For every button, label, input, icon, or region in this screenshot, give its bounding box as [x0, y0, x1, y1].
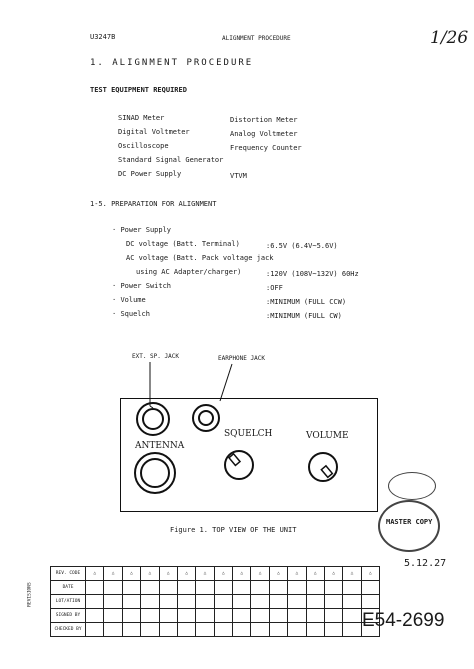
- earphone-jack-inner: [198, 410, 214, 426]
- table-cell: [196, 623, 214, 637]
- table-row: [51, 581, 380, 595]
- table-cell: [269, 595, 287, 609]
- table-cell: [214, 595, 232, 609]
- doc-title: ALIGNMENT PROCEDURE: [222, 35, 291, 42]
- table-cell: [233, 595, 251, 609]
- volume-text: Volume: [120, 296, 146, 304]
- table-cell: [269, 609, 287, 623]
- table-cell: △: [104, 567, 122, 581]
- table-cell: [251, 609, 269, 623]
- equipment-item: DC Power Supply: [118, 170, 182, 178]
- dc-voltage-value: :6.5V (6.4V~5.6V): [266, 242, 338, 250]
- table-row: [51, 623, 380, 637]
- ac-voltage-value: :120V (108V~132V) 60Hz: [266, 270, 359, 278]
- volume-knob-pointer: [308, 452, 338, 482]
- table-cell: △: [86, 567, 104, 581]
- equipment-item: SINAD Meter: [118, 114, 165, 122]
- table-cell: [214, 609, 232, 623]
- table-cell: [141, 581, 159, 595]
- table-cell: [269, 623, 287, 637]
- table-cell: [343, 595, 361, 609]
- table-cell: [86, 581, 104, 595]
- table-cell: [251, 581, 269, 595]
- equipment-item: Oscilloscope: [118, 142, 169, 150]
- table-cell: [122, 609, 140, 623]
- table-cell: [343, 623, 361, 637]
- squelch-text: Squelch: [120, 310, 150, 318]
- document-number: E54-2699: [362, 610, 445, 631]
- revisions-text: REVISIONS: [27, 582, 33, 607]
- table-cell: [159, 581, 177, 595]
- table-cell: [196, 581, 214, 595]
- table-cell: [306, 581, 324, 595]
- date-stamp: 5.12.27: [404, 558, 447, 569]
- table-cell: [104, 595, 122, 609]
- equipment-item: Standard Signal Generator: [118, 156, 224, 164]
- table-cell: [288, 581, 306, 595]
- power-switch-text: Power Switch: [120, 282, 172, 290]
- doc-code: U3247B: [90, 33, 116, 41]
- table-cell: △: [233, 567, 251, 581]
- table-cell: △: [214, 567, 232, 581]
- table-cell: [324, 581, 342, 595]
- table-cell: [141, 609, 159, 623]
- table-cell: [141, 595, 159, 609]
- table-cell: [196, 595, 214, 609]
- preparation-heading: 1-5. PREPARATION FOR ALIGNMENT: [90, 200, 217, 208]
- table-cell: [233, 609, 251, 623]
- table-cell: △: [343, 567, 361, 581]
- table-cell: △: [288, 567, 306, 581]
- squelch-knob-label: SQUELCH: [224, 429, 273, 439]
- table-cell: [214, 623, 232, 637]
- table-cell: △: [251, 567, 269, 581]
- equipment-item: Frequency Counter: [230, 144, 302, 152]
- power-supply-label: · Power Supply: [112, 226, 172, 234]
- table-cell: [233, 581, 251, 595]
- table-cell: [251, 595, 269, 609]
- table-cell: [306, 623, 324, 637]
- revision-row-label: REV. CODE: [51, 567, 86, 581]
- table-cell: [196, 609, 214, 623]
- revision-row-label: CHECKED BY: [51, 623, 86, 637]
- equipment-item: VTVM: [230, 172, 247, 180]
- table-cell: [361, 595, 379, 609]
- table-cell: [288, 623, 306, 637]
- table-cell: [141, 623, 159, 637]
- table-cell: [233, 623, 251, 637]
- power-supply-text: Power Supply: [120, 226, 172, 234]
- table-cell: [86, 595, 104, 609]
- table-cell: [122, 581, 140, 595]
- table-row: [51, 595, 380, 609]
- revision-row-label: SIGNED BY: [51, 609, 86, 623]
- equipment-item: Digital Voltmeter: [118, 128, 190, 136]
- table-cell: [343, 581, 361, 595]
- equipment-item: Distortion Meter: [230, 116, 298, 124]
- revisions-side-label: [27, 566, 50, 624]
- table-cell: [122, 623, 140, 637]
- table-cell: [214, 581, 232, 595]
- table-cell: △: [324, 567, 342, 581]
- table-cell: [177, 581, 195, 595]
- table-cell: [122, 595, 140, 609]
- revision-table: [50, 566, 380, 637]
- revision-row-label: DATE: [51, 581, 86, 595]
- table-cell: [288, 609, 306, 623]
- squelch-value: :MINIMUM (FULL CW): [266, 312, 342, 320]
- table-cell: △: [306, 567, 324, 581]
- section-title: 1. ALIGNMENT PROCEDURE: [90, 58, 254, 68]
- table-cell: [324, 609, 342, 623]
- table-cell: △: [361, 567, 379, 581]
- earphone-jack-label: EARPHONE JACK: [218, 355, 265, 362]
- table-cell: [324, 623, 342, 637]
- squelch-knob-pointer: [224, 450, 254, 480]
- ext-sp-jack-label: EXT. SP. JACK: [132, 353, 179, 360]
- table-cell: [288, 595, 306, 609]
- table-row: [51, 567, 380, 581]
- master-copy-stamp: [378, 500, 440, 552]
- table-cell: [86, 609, 104, 623]
- power-switch-value: :OFF: [266, 284, 283, 292]
- ext-sp-jack-inner: [142, 408, 164, 430]
- table-cell: [104, 581, 122, 595]
- ac-voltage-label: AC voltage (Batt. Pack voltage jack: [126, 254, 274, 262]
- table-cell: [343, 609, 361, 623]
- ac-voltage-label-2: using AC Adapter/charger): [136, 268, 242, 276]
- master-copy-text: MASTER COPY: [386, 518, 433, 526]
- table-cell: [269, 581, 287, 595]
- table-cell: [104, 609, 122, 623]
- volume-label: · Volume: [112, 296, 146, 304]
- table-cell: △: [269, 567, 287, 581]
- antenna-connector-inner: [140, 458, 170, 488]
- volume-value: :MINIMUM (FULL CCW): [266, 298, 347, 306]
- table-cell: [306, 595, 324, 609]
- revision-row-label: LOT/ATION: [51, 595, 86, 609]
- squelch-label: · Squelch: [112, 310, 150, 318]
- volume-knob-label: VOLUME: [306, 431, 349, 441]
- table-cell: [159, 609, 177, 623]
- table-cell: [86, 623, 104, 637]
- table-cell: [104, 623, 122, 637]
- equipment-item: Analog Voltmeter: [230, 130, 298, 138]
- table-cell: [324, 595, 342, 609]
- table-cell: △: [159, 567, 177, 581]
- approval-stamp: [388, 472, 436, 500]
- power-switch-label: · Power Switch: [112, 282, 172, 290]
- table-cell: [306, 609, 324, 623]
- figure-caption: Figure 1. TOP VIEW OF THE UNIT: [170, 526, 297, 534]
- dc-voltage-label: DC voltage (Batt. Terminal): [126, 240, 240, 248]
- table-row: [51, 609, 380, 623]
- table-cell: △: [122, 567, 140, 581]
- table-cell: [251, 623, 269, 637]
- table-cell: △: [141, 567, 159, 581]
- table-cell: [177, 609, 195, 623]
- antenna-label: ANTENNA: [135, 441, 185, 451]
- table-cell: [361, 581, 379, 595]
- page-number: 1/26: [430, 28, 469, 48]
- test-equipment-heading: TEST EQUIPMENT REQUIRED: [90, 86, 187, 94]
- table-cell: △: [177, 567, 195, 581]
- table-cell: [177, 623, 195, 637]
- table-cell: [177, 595, 195, 609]
- table-cell: [159, 623, 177, 637]
- table-cell: [159, 595, 177, 609]
- table-cell: △: [196, 567, 214, 581]
